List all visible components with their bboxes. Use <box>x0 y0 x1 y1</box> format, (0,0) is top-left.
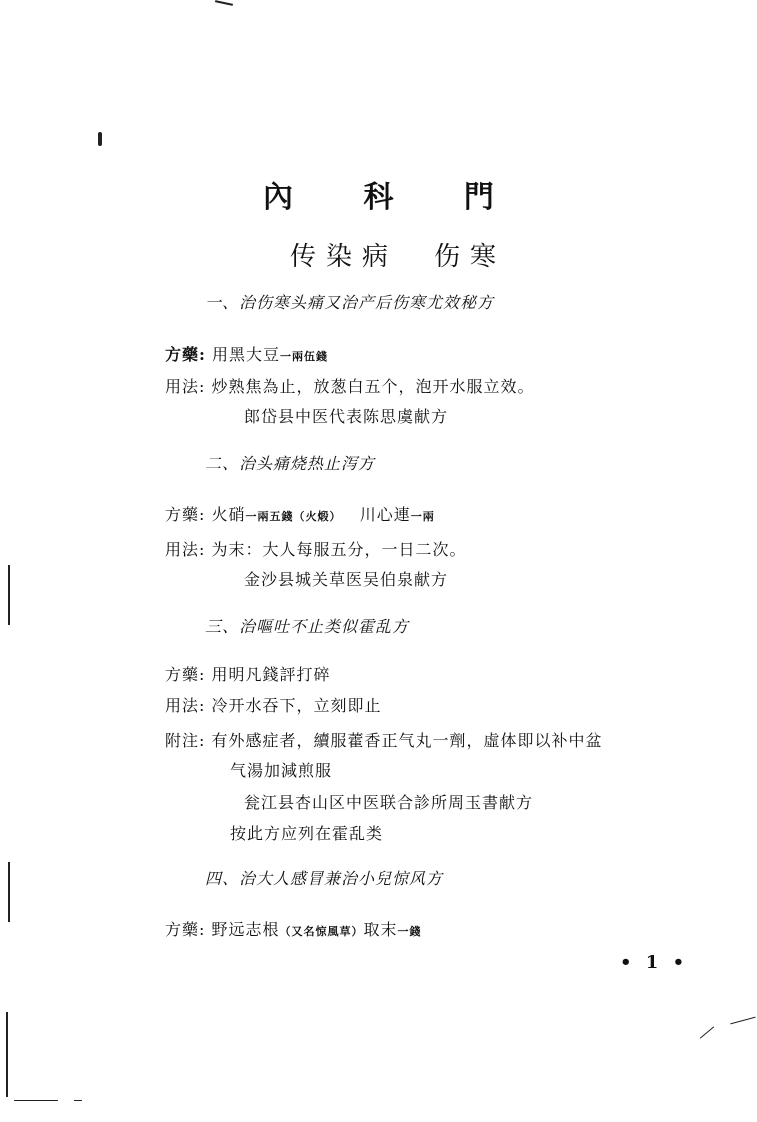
formula-text: 取末 <box>363 920 398 939</box>
scan-mark <box>14 1100 58 1101</box>
scan-mark <box>215 0 233 6</box>
usage-line <box>165 537 467 560</box>
note-continuation: 气湯加減煎服 <box>230 761 333 780</box>
scan-mark <box>8 565 10 625</box>
subtitle-category: 传染病 <box>290 242 399 272</box>
formula-dose: 一錢 <box>397 925 422 938</box>
formula-line <box>165 342 328 365</box>
note-text: 有外感症者，續服藿香正气丸一劑，虛体即以补中盆 <box>211 731 603 750</box>
formula-line <box>165 662 331 685</box>
formula-dose: 一兩 <box>410 510 435 523</box>
formula-label: 方藥: <box>165 505 206 524</box>
usage-line <box>165 374 535 397</box>
usage-line <box>165 693 382 716</box>
formula-label: 方藥: <box>165 345 206 364</box>
credit-line: 金沙县城关草医吴伯泉献方 <box>244 570 449 589</box>
section-heading: 四、治大人感冒兼治小兒惊风方 <box>205 869 444 888</box>
formula-label: 方藥: <box>165 665 206 684</box>
formula-text: 用黑大豆 <box>212 345 281 364</box>
formula-dose: 一兩五錢（火煅） <box>245 510 342 523</box>
section-heading: 一、治伤寒头痛又治产后伤寒尤效秘方 <box>205 293 495 312</box>
page-number: • 1 • <box>620 952 689 973</box>
page-title: 內 科 門 <box>263 180 524 215</box>
scan-mark <box>730 1017 755 1025</box>
formula-line <box>165 917 422 940</box>
credit-line: 郎岱县中医代表陈思虞献方 <box>244 407 449 426</box>
scan-mark <box>8 862 10 922</box>
note-line <box>165 728 603 751</box>
scan-mark <box>98 132 102 146</box>
formula-text: 野远志根 <box>211 920 280 939</box>
usage-label: 用法: <box>165 696 206 715</box>
credit-line: 瓮江县杏山区中医联合診所周玉書献方 <box>244 793 534 812</box>
scan-mark <box>74 1100 82 1101</box>
formula-line <box>165 502 435 525</box>
subtitle-topic: 伤寒 <box>434 242 507 272</box>
usage-label: 用法: <box>165 540 206 559</box>
usage-label: 用法: <box>165 377 206 396</box>
usage-text: 为末：大人每服五分，一日二次。 <box>211 540 467 559</box>
formula-text: 用明凡錢評打碎 <box>211 665 331 684</box>
formula-label: 方藥: <box>165 920 206 939</box>
page-subtitle <box>290 236 506 273</box>
section-heading: 三、治嘔吐不止类似霍乱方 <box>205 617 410 636</box>
formula-dose: 一兩伍錢 <box>280 350 329 363</box>
usage-text: 炒熟焦為止，放葱白五个，泡开水服立效。 <box>211 377 535 396</box>
note-label: 附注: <box>165 731 206 750</box>
scan-mark <box>700 1026 714 1038</box>
remark-line: 按此方应列在霍乱类 <box>230 824 384 843</box>
formula-text: 川心連 <box>359 505 411 524</box>
formula-text: 火硝 <box>211 505 246 524</box>
section-heading: 二、治头痛烧热止泻方 <box>205 454 376 473</box>
usage-text: 冷开水吞下，立刻即止 <box>211 696 382 715</box>
formula-note: （又名惊風草） <box>279 925 364 938</box>
scan-mark <box>6 1012 8 1097</box>
